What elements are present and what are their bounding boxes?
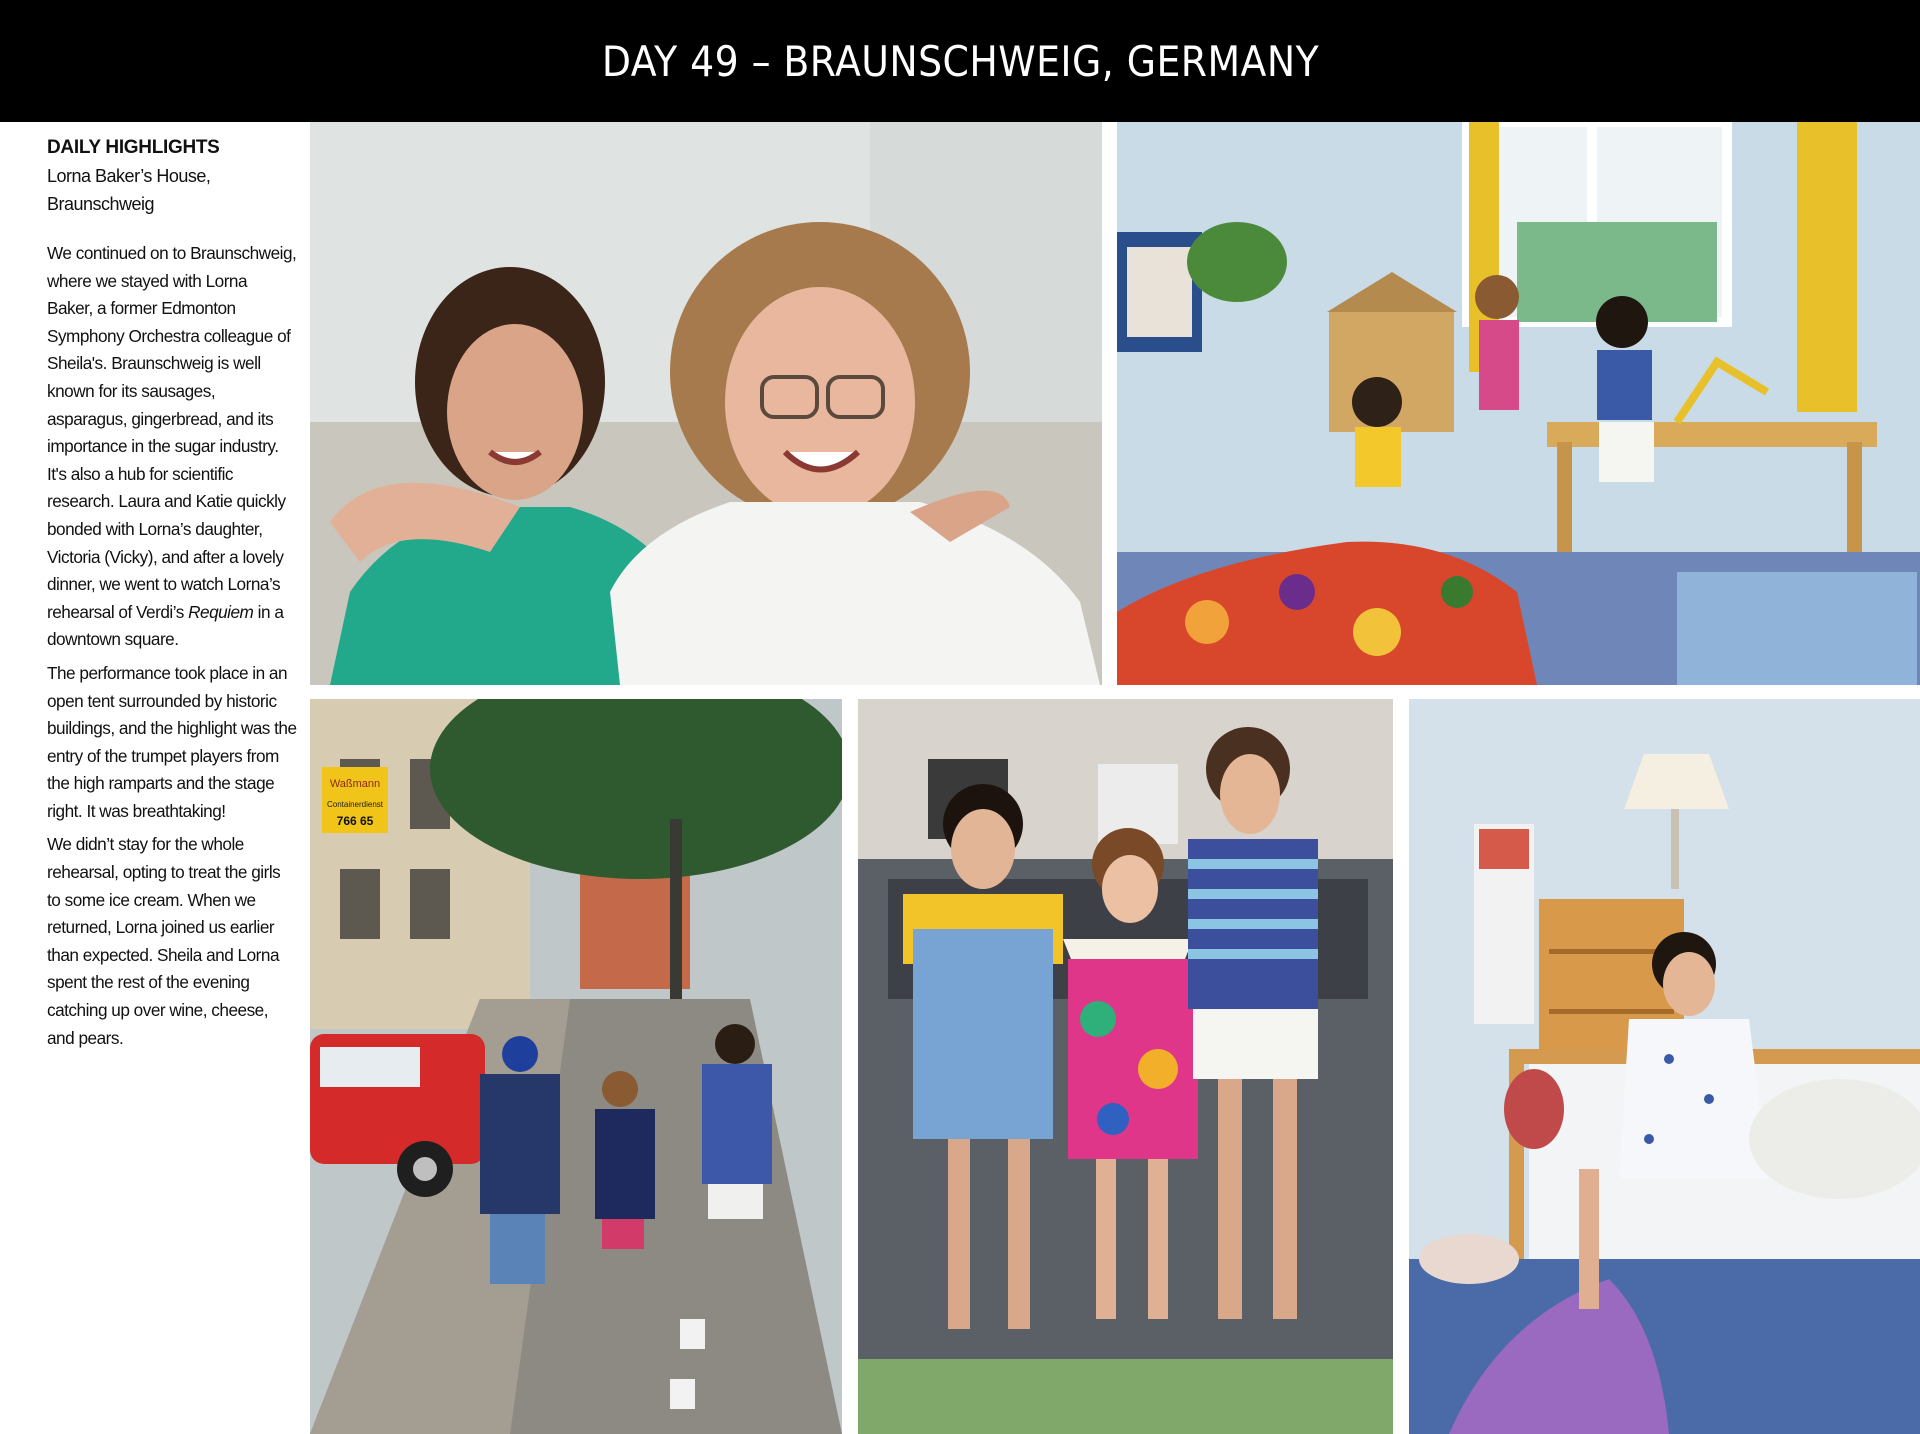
story-paragraph-2: The performance took place in an open tent surrounded by historic buildings, and the highlight was the entry of the trumpet players from the high ramparts and the stage right. It was breathtaking! [47,662,297,821]
requiem-title: Requiem [188,601,254,622]
sign-phone-text: 766 65 [336,814,374,828]
story-paragraph-1 [47,240,297,654]
photo-girl-on-bed [1409,699,1920,1434]
daily-highlights-sidebar [47,134,297,1058]
story-paragraph-3: We didn’t stay for the whole rehearsal, opting to treat the girls to some ice cream. When we returned, Lorna joined us earlier than expected. Sheila and Lorna spent the rest of the evening catching up over wine, cheese, and pears. [47,834,281,1048]
photo-kids-bedroom [1117,122,1920,685]
sign-service-text: Containerdienst [326,800,384,809]
photo-two-women-portrait [310,122,1102,685]
location-text: Lorna Baker’s House, Braunschweig [47,166,211,214]
sign-name-text: Waßmann [329,778,381,790]
daily-highlights-heading: DAILY HIGHLIGHTS [47,137,220,158]
photo-girls-street-walk [310,699,842,1434]
story-paragraph-1-text: We continued on to Braunschweig, where we stayed with Lorna Baker, a former Edmonton Symphony Orchestra colleague of Sheila's. Braunschweig is well known for its sausages, asparagus, gingerbread, and its importance in the sugar industry. It's also a hub for scientific research. Laura and Katie quickly bonded with Lorna’s daughter, Victoria (Vicky), and after a lovely dinner, we went to watch Lorna’s rehearsal of Verdi’s [47,243,297,622]
story-paragraph-1-end: in a downtown square. [47,601,284,650]
photo-girls-by-car [858,699,1393,1434]
header-bar [0,0,1920,122]
page-title: DAY 49 – BRAUNSCHWEIG, GERMANY [601,36,1319,86]
